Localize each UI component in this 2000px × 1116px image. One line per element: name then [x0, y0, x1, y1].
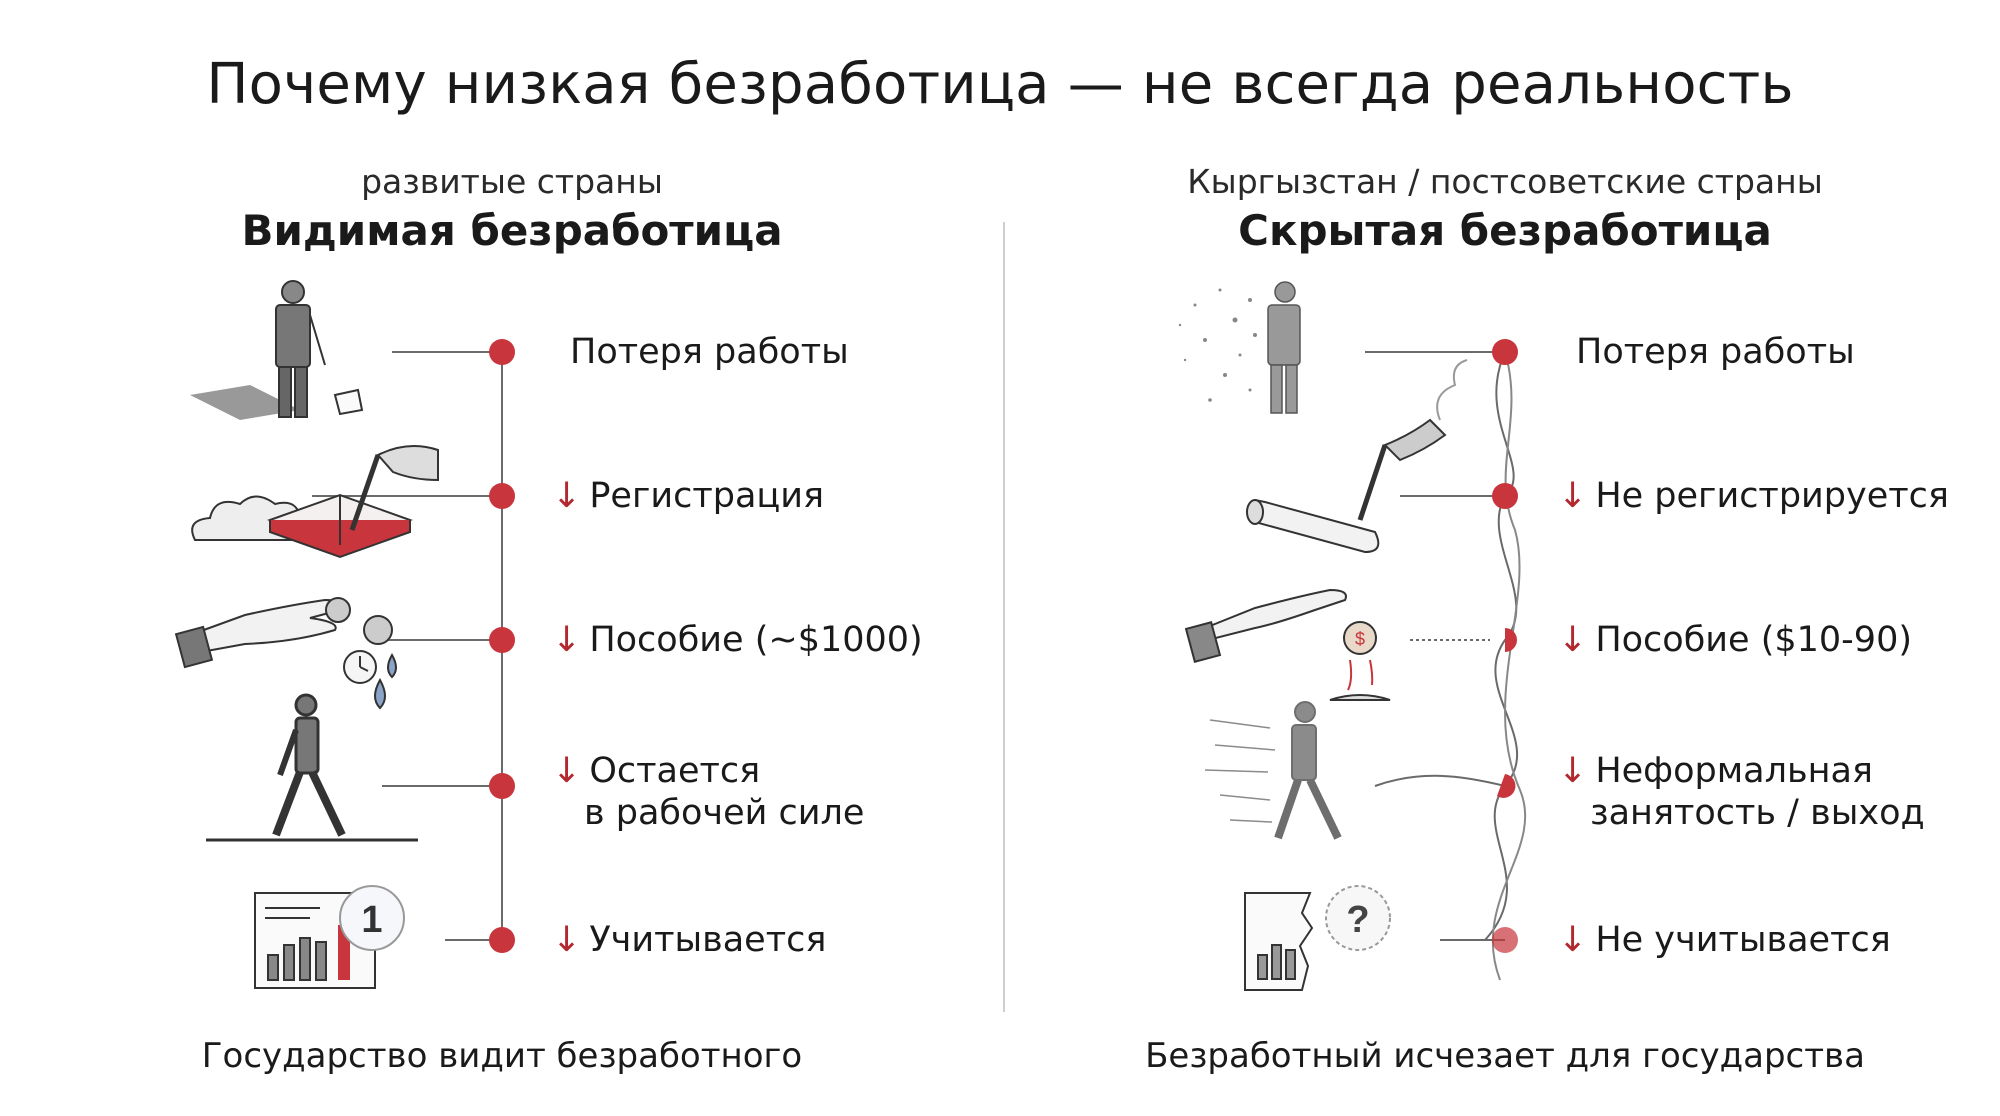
down-arrow-icon: ↓: [552, 751, 582, 791]
right-step-5-text: Не учитывается: [1595, 920, 1891, 960]
left-step-1: [562, 331, 849, 373]
left-registration-book-icon: [192, 446, 438, 557]
down-arrow-icon: ↓: [552, 476, 582, 516]
right-benefit-hand-icon: [1186, 590, 1390, 700]
right-step-5: [1558, 919, 1891, 961]
right-step-4-text-2: занятость / выход: [1590, 793, 1925, 833]
left-step-4-text: Остается: [589, 751, 761, 791]
right-subtitle: Кыргызстан / постсоветские страны: [1187, 162, 1823, 201]
left-subtitle: развитые страны: [361, 162, 663, 201]
left-walking-man-icon: [206, 695, 418, 840]
left-step-2-text: Регистрация: [589, 476, 825, 516]
left-caption: Государство видит безработного: [201, 1036, 803, 1076]
page-title: Почему низкая безработица — не всегда реальность: [206, 52, 1794, 117]
left-heading: Видимая безработица: [241, 206, 783, 255]
left-step-4-text-2: в рабочей силе: [584, 793, 865, 833]
down-arrow-icon: ↓: [1558, 751, 1588, 791]
right-step-3-text: Пособие ($10-90): [1595, 620, 1912, 660]
right-step-4-text: Неформальная: [1595, 751, 1873, 791]
down-arrow-icon: ↓: [552, 620, 582, 660]
left-step-5: [552, 919, 826, 961]
right-step-1-text: Потеря работы: [1576, 332, 1855, 372]
down-arrow-icon: ↓: [1558, 620, 1588, 660]
left-timeline: [312, 352, 502, 940]
left-badge-number: 1: [361, 899, 383, 941]
right-step-3: [1558, 619, 1912, 661]
right-blurred-walker-icon: [1205, 702, 1338, 838]
right-heading: Скрытая безработица: [1238, 206, 1772, 255]
right-step-4: [1558, 750, 1925, 834]
right-step-1: [1568, 331, 1855, 373]
right-badge-question: ?: [1346, 899, 1370, 941]
down-arrow-icon: ↓: [1558, 920, 1588, 960]
down-arrow-icon: ↓: [1558, 476, 1588, 516]
left-step-2: [552, 475, 824, 517]
left-benefit-hand-icon: [176, 598, 396, 708]
left-step-5-text: Учитывается: [589, 920, 827, 960]
svg-text:$: $: [1354, 629, 1366, 649]
right-caption: Безработный исчезает для государства: [1145, 1036, 1865, 1076]
left-step-3-text: Пособие (~$1000): [589, 620, 923, 660]
left-step-4: [552, 750, 864, 834]
right-dissolving-man-icon: [1179, 282, 1300, 413]
right-step-2: [1558, 475, 1949, 517]
right-step-2-text: Не регистрируется: [1595, 476, 1949, 516]
left-step-1-text: Потеря работы: [570, 332, 849, 372]
left-man-suit-icon: [190, 281, 362, 420]
left-step-3: [552, 619, 923, 661]
down-arrow-icon: ↓: [552, 920, 582, 960]
